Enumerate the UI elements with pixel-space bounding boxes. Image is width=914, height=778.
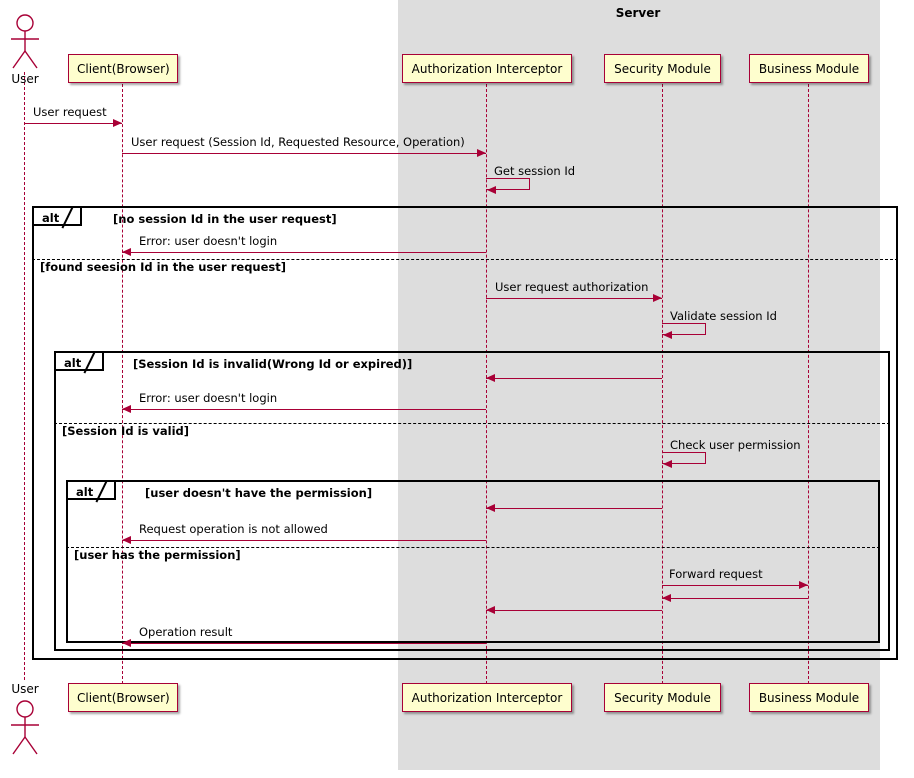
message-line-m13 — [662, 598, 808, 599]
message-line-m1 — [24, 123, 122, 124]
participant-security-top[interactable]: Security Module — [604, 54, 721, 83]
message-arrow-m6 — [663, 331, 672, 339]
fragment-alt1-cond-2: [found seesion Id in the user request] — [40, 260, 287, 274]
message-label-m4: Error: user doesn't login — [139, 234, 278, 248]
fragment-alt3-cond-1: [user doesn't have the permission] — [145, 486, 373, 500]
message-arrow-m15 — [122, 639, 131, 647]
fragment-alt2-label: alt — [64, 356, 82, 370]
message-line-m5 — [486, 298, 662, 299]
participant-business-bottom[interactable]: Business Module — [749, 683, 869, 712]
actor-user-bottom — [6, 700, 44, 756]
message-arrow-m14 — [486, 606, 495, 614]
message-line-m12 — [662, 585, 808, 586]
message-label-m11: Request operation is not allowed — [139, 522, 328, 536]
message-label-m2: User request (Session Id, Requested Resource, Operation) — [131, 135, 465, 149]
message-label-m3: Get session Id — [494, 164, 576, 178]
message-line-m2 — [122, 153, 486, 154]
message-arrow-m9 — [663, 460, 672, 468]
actor-user-bottom-label: User — [11, 682, 39, 696]
message-line-m7 — [486, 378, 662, 379]
message-line-m4 — [122, 252, 486, 253]
message-arrow-m7 — [486, 374, 495, 382]
participant-client-top[interactable]: Client(Browser) — [68, 54, 178, 83]
actor-user-top — [6, 14, 44, 70]
fragment-alt3-cond-2: [user has the permission] — [74, 548, 241, 562]
server-box-title: Server — [615, 6, 661, 20]
message-line-m11 — [122, 540, 486, 541]
message-arrow-m5 — [653, 294, 662, 302]
message-label-m1: User request — [33, 105, 107, 119]
fragment-alt1-cond-1: [no session Id in the user request] — [113, 212, 337, 226]
participant-interceptor-top[interactable]: Authorization Interceptor — [402, 54, 572, 83]
message-arrow-m4 — [122, 248, 131, 256]
message-arrow-m3 — [487, 186, 496, 194]
message-line-m10 — [486, 508, 662, 509]
message-line-m14 — [486, 610, 662, 611]
message-label-m9: Check user permission — [670, 438, 801, 452]
participant-client-bottom[interactable]: Client(Browser) — [68, 683, 178, 712]
participant-business-top[interactable]: Business Module — [749, 54, 869, 83]
message-arrow-m11 — [122, 536, 131, 544]
fragment-alt1-label: alt — [42, 211, 60, 225]
fragment-alt3-label: alt — [76, 485, 94, 499]
message-arrow-m8 — [122, 405, 131, 413]
message-arrow-m12 — [799, 581, 808, 589]
message-label-m12: Forward request — [669, 567, 763, 581]
message-arrow-m10 — [486, 504, 495, 512]
message-arrow-m1 — [113, 119, 122, 127]
fragment-alt2-cond-2: [Session Id is valid] — [62, 424, 189, 438]
message-label-m6: Validate session Id — [670, 309, 777, 323]
message-arrow-m2 — [477, 149, 486, 157]
message-label-m5: User request authorization — [495, 280, 649, 294]
message-label-m8: Error: user doesn't login — [139, 391, 278, 405]
lifeline-user — [24, 72, 25, 680]
message-line-m15 — [122, 643, 486, 644]
actor-user-top-label: User — [11, 72, 39, 86]
message-line-m8 — [122, 409, 486, 410]
message-arrow-m13 — [662, 594, 671, 602]
participant-interceptor-bottom[interactable]: Authorization Interceptor — [402, 683, 572, 712]
message-label-m15: Operation result — [139, 625, 233, 639]
fragment-alt2-cond-1: [Session Id is invalid(Wrong Id or expired)] — [133, 357, 413, 371]
participant-security-bottom[interactable]: Security Module — [604, 683, 721, 712]
